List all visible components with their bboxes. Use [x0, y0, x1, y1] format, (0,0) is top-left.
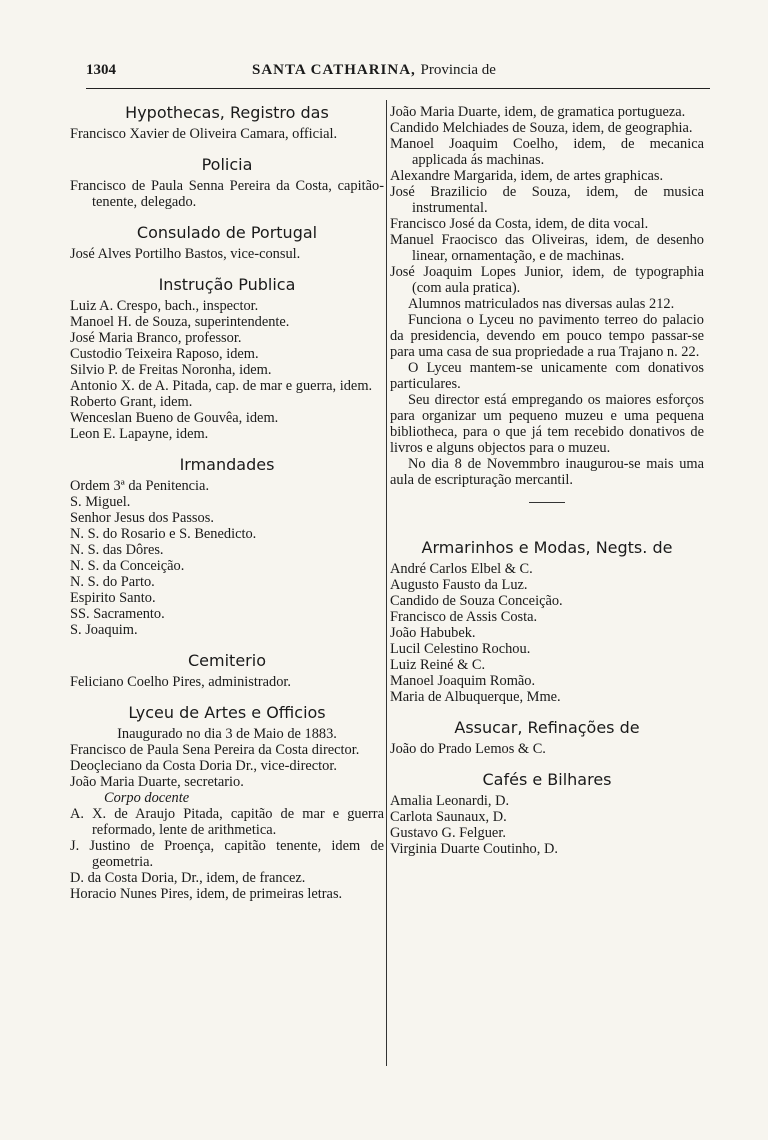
list-item: Maria de Albuquerque, Mme. — [390, 689, 561, 705]
section-heading-instrucao: Instrução Publica — [158, 275, 296, 294]
list-item: J. Justino de Proença, capitão tenente, idem de geometria. — [70, 838, 384, 870]
list-item: Silvio P. de Freitas Noronha, idem. — [70, 362, 272, 378]
list-item: Francisco José da Costa, idem, de dita vocal. — [390, 216, 649, 232]
list-item: Candido de Souza Conceição. — [390, 593, 563, 609]
list-item: Espirito Santo. — [70, 590, 156, 606]
list-item: Candido Melchiades de Souza, idem, de geographia. — [390, 120, 693, 136]
list-item: Senhor Jesus dos Passos. — [70, 510, 214, 526]
list-item: Francisco de Paula Sena Pereira da Costa director. — [70, 742, 360, 758]
list-item: Custodio Teixeira Raposo, idem. — [70, 346, 259, 362]
paragraph: Alumnos matriculados nas diversas aulas 212. — [408, 296, 675, 312]
section-heading-lyceu: Lyceu de Artes e Officios — [128, 703, 326, 722]
list-item: Gustavo G. Felguer. — [390, 825, 506, 841]
lyceu-inauguration: Inaugurado no dia 3 de Maio de 1883. — [117, 726, 337, 742]
section-heading-policia: Policia — [201, 155, 253, 174]
section-heading-hypothecas: Hypothecas, Registro das — [125, 103, 329, 122]
list-item: José Alves Portilho Bastos, vice-consul. — [70, 246, 301, 262]
list-item: José Brazilicio de Souza, idem, de musica instrumental. — [390, 184, 704, 216]
list-item: Antonio X. de A. Pitada, cap. de mar e guerra, idem. — [70, 378, 373, 394]
list-item: S. Miguel. — [70, 494, 131, 510]
list-item: N. S. das Dôres. — [70, 542, 164, 558]
list-item: João Habubek. — [390, 625, 476, 641]
page-number: 1304 — [86, 62, 116, 78]
paragraph: Funciona o Lyceu no pavimento terreo do palacio da presidencia, devendo em pouco tempo passar-se para uma casa de sua propriedade a rua Trajano n. 22. — [390, 312, 704, 360]
section-heading-consulado: Consulado de Portugal — [136, 223, 318, 242]
section-heading-armarinhos: Armarinhos e Modas, Negts. de — [421, 538, 673, 557]
list-item: Wenceslan Bueno de Gouvêa, idem. — [70, 410, 279, 426]
list-item: Augusto Fausto da Luz. — [390, 577, 528, 593]
list-item: Manoel Joaquim Coelho, idem, de mecanica applicada ás machinas. — [390, 136, 704, 168]
list-item: Francisco Xavier de Oliveira Camara, official. — [70, 126, 338, 142]
page-header — [86, 62, 728, 86]
corpo-docente-heading: Corpo docente — [104, 790, 190, 806]
list-item: Deoçleciano da Costa Doria Dr., vice-director. — [70, 758, 337, 774]
section-heading-assucar: Assucar, Refinações de — [454, 718, 640, 737]
list-item: Manoel Joaquim Romão. — [390, 673, 536, 689]
paragraph: O Lyceu mantem-se unicamente com donativos particulares. — [390, 360, 704, 392]
list-item: Lucil Celestino Rochou. — [390, 641, 531, 657]
list-item: Leon E. Lapayne, idem. — [70, 426, 209, 442]
list-item: Manuel Fraocisco das Oliveiras, idem, de desenho linear, ornamentação, e de machinas. — [390, 232, 704, 264]
list-item: Francisco de Assis Costa. — [390, 609, 538, 625]
list-item: N. S. do Rosario e S. Benedicto. — [70, 526, 257, 542]
page-title: SANTA CATHARINA, Provincia de — [252, 62, 496, 78]
section-separator — [529, 502, 565, 503]
list-item: Carlota Saunaux, D. — [390, 809, 507, 825]
list-item: André Carlos Elbel & C. — [390, 561, 533, 577]
list-item: Luiz A. Crespo, bach., inspector. — [70, 298, 259, 314]
section-heading-irmandades: Irmandades — [179, 455, 275, 474]
list-item: A. X. de Araujo Pitada, capitão de mar e guerra reformado, lente de arithmetica. — [70, 806, 384, 838]
paragraph: Seu director está empregando os maiores esforços para organizar um pequeno muzeu e uma pequena bibliotheca, para o que já tem recebido donativos de livros e alguns objectos para o muzeu. — [390, 392, 704, 456]
list-item: N. S. do Parto. — [70, 574, 155, 590]
paragraph: No dia 8 de Novemmbro inaugurou-se mais uma aula de escripturação mercantil. — [390, 456, 704, 488]
list-item: Horacio Nunes Pires, idem, de primeiras letras. — [70, 886, 343, 902]
list-item: Ordem 3ª da Penitencia. — [70, 478, 210, 494]
list-item: D. da Costa Doria, Dr., idem, de francez. — [70, 870, 306, 886]
list-item: Francisco de Paula Senna Pereira da Costa, capitão-tenente, delegado. — [70, 178, 384, 210]
list-item: João do Prado Lemos & C. — [390, 741, 546, 757]
right-column — [390, 104, 704, 857]
list-item: Luiz Reiné & C. — [390, 657, 486, 673]
list-item: S. Joaquim. — [70, 622, 138, 638]
list-item: José Joaquim Lopes Junior, idem, de typographia (com aula pratica). — [390, 264, 704, 296]
list-item: Manoel H. de Souza, superintendente. — [70, 314, 290, 330]
list-item: José Maria Branco, professor. — [70, 330, 242, 346]
list-item: Virginia Duarte Coutinho, D. — [390, 841, 558, 857]
list-item: Roberto Grant, idem. — [70, 394, 193, 410]
list-item: João Maria Duarte, idem, de gramatica portugueza. — [390, 104, 686, 120]
left-column — [70, 104, 384, 902]
list-item: Amalia Leonardi, D. — [390, 793, 510, 809]
list-item: João Maria Duarte, secretario. — [70, 774, 244, 790]
list-item: N. S. da Conceição. — [70, 558, 185, 574]
list-item: SS. Sacramento. — [70, 606, 165, 622]
column-divider — [386, 100, 387, 1066]
header-rule — [86, 88, 710, 89]
section-heading-cafes: Cafés e Bilhares — [482, 770, 612, 789]
list-item: Alexandre Margarida, idem, de artes graphicas. — [390, 168, 664, 184]
section-heading-cemiterio: Cemiterio — [188, 651, 266, 670]
list-item: Feliciano Coelho Pires, administrador. — [70, 674, 292, 690]
